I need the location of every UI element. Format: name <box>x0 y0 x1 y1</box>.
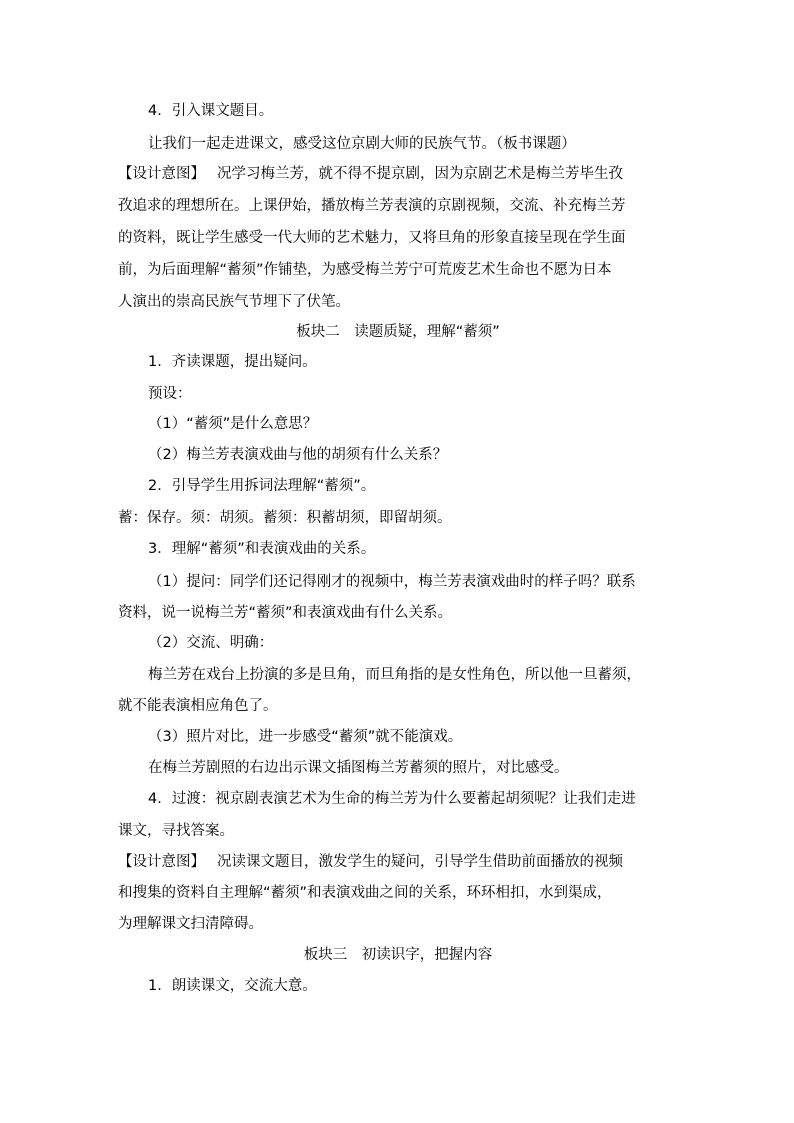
design-intent-paragraph-1-line-4: 前，为后面理解“蓄须”作铺垫，为感受梅兰芳宁可荒废艺术生命也不愿为日本 <box>118 262 612 278</box>
block-2-step-4-line-2: 课文，寻找答案。 <box>118 823 234 839</box>
design-intent-paragraph-2-line-3: 为理解课文扫清障碍。 <box>118 916 263 932</box>
design-intent-label-2: 【设计意图】 <box>118 854 205 870</box>
design-intent-paragraph-1-line-5: 人演出的崇高民族气节埋下了伏笔。 <box>118 294 350 310</box>
design-intent-label: 【设计意图】 <box>118 166 205 182</box>
block-3-step-1: 1．朗读课文，交流大意。 <box>148 978 317 994</box>
block-2-step-3: 3．理解“蓄须”和表演戏曲的关系。 <box>148 541 376 557</box>
design-intent-text-2: 况读课文题目，激发学生的疑问，引导学生借助前面播放的视频 <box>217 854 623 870</box>
design-intent-paragraph-2-line-2: 和搜集的资料自主理解“蓄须”和表演戏曲之间的关系，环环相扣，水到渠成， <box>118 885 612 901</box>
block-2-step-4-line-1: 4．过渡：视京剧表演艺术为生命的梅兰芳为什么要蓄起胡须呢？让我们走进 <box>148 791 636 807</box>
step-3-sub-2: （2）交流、明确： <box>148 635 274 651</box>
step-3-sub-1-line-2: 资料，说一说梅兰芳“蓄须”和表演戏曲有什么关系。 <box>118 605 453 621</box>
block-2-step-1: 1．齐读课题，提出疑问。 <box>148 354 317 370</box>
design-intent-text: 况学习梅兰芳，就不得不提京剧，因为京剧艺术是梅兰芳毕生孜 <box>217 166 623 182</box>
preset-label: 预设： <box>148 386 192 402</box>
step-4-title: 4．引入课文题目。 <box>148 103 274 119</box>
step-3-sub-3: （3）照片对比，进一步感受“蓄须”就不能演戏。 <box>148 729 463 745</box>
design-intent-paragraph-1-line-2: 孜追求的理想所在。上课伊始，播放梅兰芳表演的京剧视频，交流、补充梅兰芳 <box>118 198 626 214</box>
question-2: （2）梅兰芳表演戏曲与他的胡须有什么关系？ <box>148 447 448 463</box>
step-4-body: 让我们一起走进课文，感受这位京剧大师的民族气节。（板书课题） <box>148 136 576 152</box>
step-3-sub-2-body-line-2: 就不能表演相应角色了。 <box>118 698 278 714</box>
block-2-step-2-body: 蓄：保存。须：胡须。蓄须：积蓄胡须，即留胡须。 <box>118 510 452 526</box>
step-3-sub-1-line-1: （1）提问：同学们还记得刚才的视频中，梅兰芳表演戏曲时的样子吗？联系 <box>148 574 636 590</box>
step-3-sub-2-body-line-1: 梅兰芳在戏台上扮演的多是旦角，而旦角指的是女性角色，所以他一旦蓄须， <box>148 667 641 683</box>
block-3-heading: 板块三 初读识字，把握内容 <box>303 947 493 963</box>
question-1: （1）“蓄须”是什么意思？ <box>148 416 318 432</box>
block-2-heading: 板块二 读题质疑，理解“蓄须” <box>296 324 500 340</box>
design-intent-paragraph-1-line-3: 的资料，既让学生感受一代大师的艺术魅力，又将旦角的形象直接呈现在学生面 <box>118 230 626 246</box>
design-intent-paragraph-2-line-1 <box>118 852 678 872</box>
design-intent-paragraph-1-line-1 <box>118 164 678 184</box>
block-2-step-2: 2．引导学生用拆词法理解“蓄须”。 <box>148 478 376 494</box>
step-3-sub-3-body: 在梅兰芳剧照的右边出示课文插图梅兰芳蓄须的照片，对比感受。 <box>148 760 569 776</box>
